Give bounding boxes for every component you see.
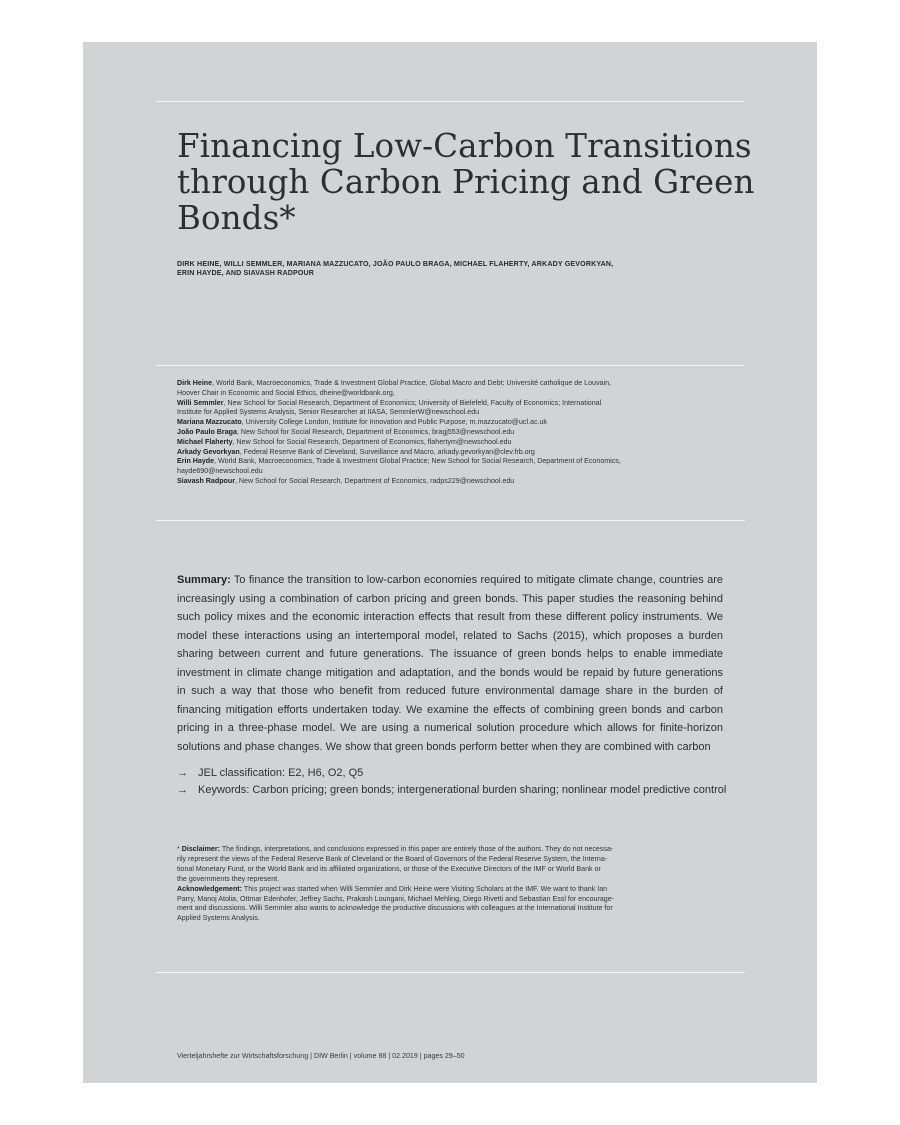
affiliation-line: [177, 467, 739, 477]
affiliation-text: , New School for Social Research, Department of Economics, radps229@newschool.edu: [234, 476, 515, 485]
affiliations-bottom-divider: [156, 520, 745, 521]
summary-line: solutions and phase changes. We show that green bonds perform better when they are combined with carbon: [177, 740, 711, 753]
affiliation-author: Michael Flaherty: [177, 437, 233, 446]
affiliation-text: hayde690@newschool.edu: [177, 467, 263, 476]
footnote-line: [177, 845, 739, 855]
footnote-line: [177, 865, 739, 875]
footnote-line: [177, 875, 739, 885]
summary-text: To finance the transition to low-carbon economies required to mitigate climate change, countries are: [230, 574, 723, 586]
summary-line: increasingly using a combination of carbon pricing and green bonds. This paper studies the reasoning behind: [177, 592, 723, 605]
affiliation-text: , New School for Social Research, Department of Economics, flahertym@newschool.edu: [232, 437, 512, 446]
summary-line: sharing between current and future generations. The issuance of green bonds helps to enable immediate: [177, 648, 723, 661]
bottom-divider: [156, 972, 745, 973]
footnote-line: [177, 904, 739, 914]
footnote-star: *: [177, 845, 182, 853]
affiliation-text: , World Bank, Macroeconomics, Trade & Investment Global Practice; New School for Social Research, Department of Economics,: [214, 457, 621, 466]
affiliation-line: [177, 389, 739, 399]
affiliation-line: [177, 399, 739, 409]
top-divider: [156, 101, 745, 102]
affiliations-block: [177, 379, 739, 487]
keywords-item: [177, 782, 737, 799]
summary-line: in such a way that those who benefit from reduced future environmental damage share in the burden of: [177, 685, 723, 698]
affiliation-text: , New School for Social Research, Department of Economics, bragj553@newschool.edu: [236, 427, 515, 436]
footnote-text: This project was started when Willi Semmler and Dirk Heine were Visiting Scholars at the IMF. We want to thank Ian: [242, 884, 608, 893]
affiliation-line: [177, 448, 739, 458]
footnote-text: the governments they represent.: [177, 874, 280, 883]
footnote-line: [177, 885, 739, 895]
classification-list: [177, 765, 737, 799]
affiliation-author: Dirk Heine: [177, 379, 213, 387]
arrow-right-icon: →: [177, 767, 188, 779]
affiliation-author: João Paulo Braga: [177, 427, 237, 436]
journal-footer: Vierteljahrshefte zur Wirtschaftsforschung | DIW Berlin | volume 88 | 02.2019 | pages 29–50: [177, 1052, 465, 1060]
footnote-text: tional Monetary Fund, or the World Bank and its affiliated organizations, or those of the Executive Directors of the IMF or World Bank or: [177, 864, 601, 873]
affiliation-author: Willi Semmler: [177, 398, 224, 407]
affiliation-line: [177, 428, 739, 438]
affiliation-text: , World Bank, Macroeconomics, Trade & Investment Global Practice, Global Macro and Debt; Université catholique de Louvain,: [212, 379, 611, 387]
affiliation-text: Institute for Applied Systems Analysis, Senior Researcher at IIASA, SemmlerW@newschool.edu: [177, 408, 480, 417]
footnote-text: Applied Systems Analysis.: [177, 914, 260, 923]
jel-classification-text: JEL classification: E2, H6, O2, Q5: [198, 767, 364, 779]
affiliations-top-divider: [156, 365, 745, 366]
affiliation-text: , University College London, Institute for Innovation and Public Purpose, m.mazzucato@ucl.ac.uk: [241, 418, 547, 427]
paper-title: [177, 128, 757, 236]
affiliation-author: Mariana Mazzucato: [177, 418, 242, 427]
title-line: through Carbon Pricing and Green: [177, 163, 755, 201]
arrow-right-icon: →: [177, 784, 188, 796]
affiliation-line: [177, 418, 739, 428]
footnote-line: [177, 855, 739, 865]
affiliation-text: , Federal Reserve Bank of Cleveland, Surveillance and Macro, arkady.gevorkyan@clev.frb.org: [239, 447, 535, 456]
footnote-text: ment and discussions. Willi Semmler also wants to acknowledge the productive discussions with colleagues at the International Institute for: [177, 904, 613, 913]
footnote-text: Parry, Manoj Atolia, Ottmar Edenhofer, Jeffrey Sachs, Prakash Loungani, Michael Mehling, Diego Rivetti and Sebastian Essl for encourage-: [177, 894, 615, 903]
title-line: Financing Low-Carbon Transitions: [177, 127, 752, 165]
summary-line: such policy mixes and the economic interaction effects that result from these different policy instruments. We: [177, 611, 723, 624]
summary-line: [177, 571, 723, 590]
affiliation-line: [177, 438, 739, 448]
summary-label: Summary:: [177, 574, 231, 586]
affiliation-author: Erin Hayde: [177, 457, 215, 466]
author-list: [177, 260, 737, 278]
disclaimer-footnote: [177, 845, 739, 924]
affiliation-text: Hoover Chair in Economic and Social Ethics, dheine@worldbank.org,: [177, 388, 395, 397]
footnote-text: rily represent the views of the Federal Reserve Bank of Cleveland or the Board of Governors of the Federal Reserve System, the Interna-: [177, 854, 608, 863]
affiliation-line: [177, 379, 739, 389]
keywords-text: Keywords: Carbon pricing; green bonds; intergenerational burden sharing; nonlinear model predictive control: [198, 784, 727, 796]
affiliation-line: [177, 408, 739, 418]
footnote-line: [177, 914, 739, 924]
affiliation-text: , New School for Social Research, Department of Economics; University of Bielefeld, Faculty of Economics; International: [223, 398, 602, 407]
title-line: Bonds*: [177, 199, 296, 237]
author-line: ERIN HAYDE, AND SIAVASH RADPOUR: [177, 269, 315, 278]
affiliation-author: Siavash Radpour: [177, 476, 235, 485]
affiliation-line: [177, 477, 739, 487]
author-line: DIRK HEINE, WILLI SEMMLER, MARIANA MAZZUCATO, JOÃO PAULO BRAGA, MICHAEL FLAHERTY, ARKADY GEVORKYAN,: [177, 260, 614, 268]
summary-paragraph: [177, 571, 723, 756]
summary-line: pricing in a three-phase model. We are using a numerical solution procedure which allows for finite-horizon: [177, 722, 723, 735]
footnote-line: [177, 895, 739, 905]
page-sheet: [83, 42, 817, 1083]
affiliation-line: [177, 457, 739, 467]
summary-line: model these interactions using an intertemporal model, related to Sachs (2015), which proposes a burden: [177, 629, 723, 642]
affiliation-author: Arkady Gevorkyan: [177, 447, 240, 456]
footnote-text: The findings, interpretations, and conclusions expressed in this paper are entirely those of the authors. They do not necessa-: [219, 845, 614, 853]
summary-line: financing mitigation efforts undertaken today. We examine the effects of combining green bonds and carbon: [177, 703, 723, 716]
jel-classification-item: [177, 765, 737, 782]
acknowledgement-label: Acknowledgement:: [177, 884, 243, 893]
disclaimer-label: Disclaimer:: [181, 845, 220, 853]
summary-line: investment in climate change mitigation and adaptation, and the bonds would be repaid by future generations: [177, 666, 723, 679]
